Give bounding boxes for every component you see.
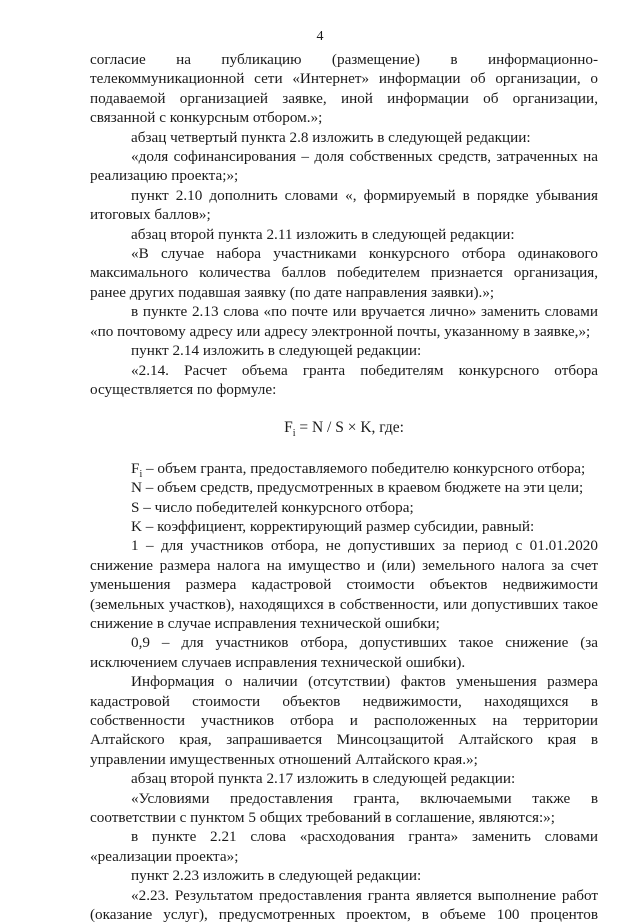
paragraph-p5: абзац второй пункта 2.11 изложить в следующей редакции:: [131, 225, 515, 243]
paragraph-q3: Информация о наличии (отсутствии) фактов уменьшения размера кадастровой стоимости объектов недвижимости, находящихся в собственности участников отбора и расположенных на территории Алтайского края, запрашивается Минсоцзащитой Алтайского края в управлении имущественных отношений Алтайского края.»;: [90, 673, 598, 768]
paragraph-q4: абзац второй пункта 2.17 изложить в следующей редакции:: [131, 770, 516, 788]
paragraph-q7: пункт 2.23 изложить в следующей редакции:: [131, 867, 422, 885]
paragraph-q8: «2.23. Результатом предоставления гранта является выполнение работ (оказание услуг), предусмотренных проектом, в объеме 100 процентов: [90, 886, 598, 924]
definition-text: – объем гранта, предоставляемого победителю конкурсного отбора;: [142, 459, 586, 477]
definition-d4: [90, 517, 598, 536]
definition-d3: [90, 498, 598, 517]
page-number: 4: [316, 29, 324, 44]
paragraph-group-2: [90, 536, 598, 924]
grant-formula: [90, 418, 598, 440]
formula-definitions: [90, 459, 598, 537]
definition-symbol: F: [131, 459, 140, 477]
definition-text: – коэффициент, корректирующий размер субсидии, равный:: [141, 517, 535, 535]
formula-lhs: F: [284, 419, 293, 437]
formula-subscript: i: [292, 428, 296, 440]
definition-symbol: K: [131, 517, 142, 535]
paragraph-q2: 0,9 – для участников отбора, допустивших такое снижение (за исключением случаев исправления технической ошибки).: [90, 634, 598, 671]
definition-text: – число победителей конкурсного отбора;: [139, 498, 414, 516]
paragraph-q6: в пункте 2.21 слова «расходования гранта» заменить словами «реализации проекта»;: [90, 828, 598, 865]
paragraph-p2: абзац четвертый пункта 2.8 изложить в следующей редакции:: [131, 128, 531, 146]
definition-subscript: i: [139, 468, 143, 480]
paragraph-q5: «Условиями предоставления гранта, включаемыми также в соответствии с пунктом 5 общих требований в соглашение, являются:»;: [90, 789, 598, 827]
paragraph-p3: «доля софинансирования – доля собственных средств, затраченных на реализацию проекта;»;: [90, 148, 598, 185]
definition-symbol: S: [131, 498, 140, 516]
paragraph-p9: «2.14. Расчет объема гранта победителям конкурсного отбора осуществляется по формуле:: [90, 361, 598, 398]
paragraph-p4: пункт 2.10 дополнить словами «, формируемый в порядке убывания итоговых баллов»;: [90, 186, 598, 224]
formula-rhs: = N / S × K, где:: [295, 419, 404, 437]
definition-d2: [90, 478, 598, 497]
paragraph-q1: 1 – для участников отбора, не допустивших за период с 01.01.2020 снижение размера налога на имущество и (или) земельного налога за счет уменьшения размера кадастровой стоимости объектов недвижимости (земельных участков), находящихся в собственности, или допустивших такое снижение в случае исправления технической ошибки;: [90, 537, 598, 632]
document-body: [90, 50, 598, 924]
paragraph-p7: в пункте 2.13 слова «по почте или вручается лично» заменить словами «по почтовому адресу или адресу электронной почты, указанному в заявке,»;: [90, 303, 598, 340]
paragraph-p1: согласие на публикацию (размещение) в информационно-телекоммуникационной сети «Интернет» информации об организации, о подаваемой организацией заявке, иной информации об организации, связанной с конкурсным отбором.»;: [90, 51, 598, 127]
definition-symbol: N: [131, 479, 142, 497]
definition-text: – объем средств, предусмотренных в краевом бюджете на эти цели;: [141, 479, 584, 497]
paragraph-p8: пункт 2.14 изложить в следующей редакции:: [131, 342, 422, 360]
definition-d1: [90, 459, 598, 478]
paragraph-p6: «В случае набора участниками конкурсного отбора одинакового максимального количества баллов победителем признается организация, ранее других подавшая заявку (по дате направления заявки).»;: [90, 245, 598, 301]
paragraph-group-1: [90, 50, 598, 399]
